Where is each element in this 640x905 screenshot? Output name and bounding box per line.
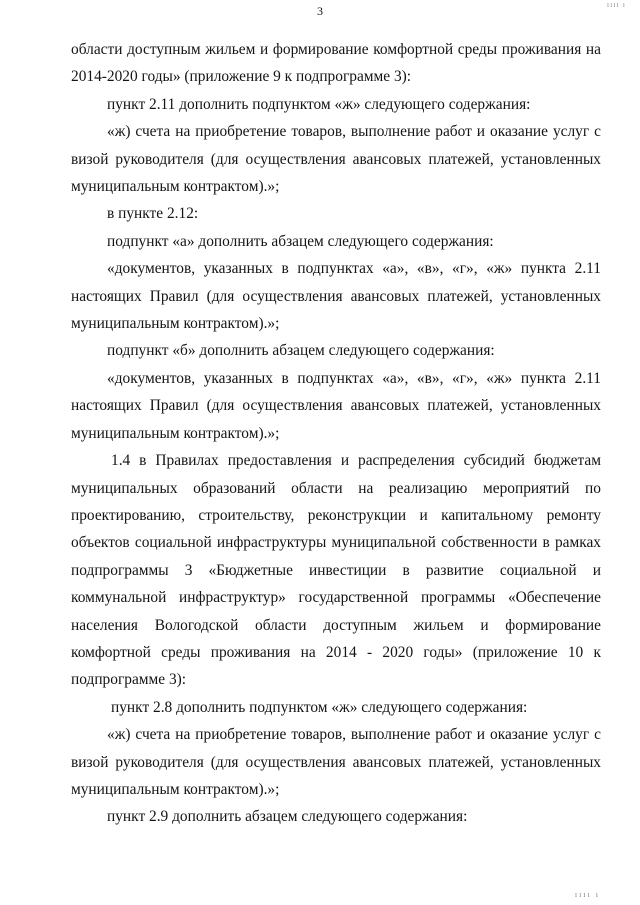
paragraph-quote-zh: «ж) счета на приобретение товаров, выполнение работ и оказание услуг с визой руководителя (для осуществления авансовых платежей, установленных муниципальным контрактом).»; xyxy=(71,123,601,196)
paragraph-quote-documents-b: «документов, указанных в подпунктах «а», «в», «г», «ж» пункта 2.11 настоящих Правил (для осуществления авансовых платежей, установленных муниципальным контрактом).»; xyxy=(71,369,601,442)
paragraph-subitem-a: подпункт «а» дополнить абзацем следующего содержания: xyxy=(107,232,494,250)
paragraph-section-1-4: 1.4 в Правилах предоставления и распределения субсидий бюджетам муниципальных образований области на реализацию мероприятий по проектированию, строительству, реконструкции и капитальному ремонту объектов социальной инфраструктуры муниципальной собственности в рамках подпрограммы 3 «Бюджетные инвестиции в развитие социальной и коммунальной инфраструктур» государственной программы «Обеспечение населения Вологодской области доступным жильем и формирование комфортной среды проживания на 2014 - 2020 годы» (приложение 10 к подпрограмме 3): xyxy=(71,452,601,689)
paragraph-continuation: области доступным жильем и формирование комфортной среды проживания на 2014-2020 годы» (приложение 9 к подпрограмме 3): xyxy=(71,41,601,86)
paragraph-item-2-8: пункт 2.8 дополнить подпунктом «ж» следующего содержания: xyxy=(111,698,528,716)
paragraph-quote-zh-2: «ж) счета на приобретение товаров, выполнение работ и оказание услуг с визой руководителя (для осуществления авансовых платежей, установленных муниципальным контрактом).»; xyxy=(71,726,601,798)
paragraph-item-2-12: в пункте 2.12: xyxy=(107,205,199,223)
document-body xyxy=(71,36,601,831)
scan-mark-bottom: ıııı ı xyxy=(574,890,600,899)
paragraph-quote-documents-a: «документов, указанных в подпунктах «а», «в», «г», «ж» пункта 2.11 настоящих Правил (для осуществления авансовых платежей, установленных муниципальным контрактом).»; xyxy=(71,260,601,333)
page-number: 3 xyxy=(317,4,323,18)
scan-mark-top: ıııı ı xyxy=(606,0,626,9)
paragraph-item-2-11: пункт 2.11 дополнить подпунктом «ж» следующего содержания: xyxy=(107,95,531,113)
paragraph-subitem-b: подпункт «б» дополнить абзацем следующего содержания: xyxy=(107,342,495,360)
paragraph-item-2-9: пункт 2.9 дополнить абзацем следующего содержания: xyxy=(107,808,468,826)
